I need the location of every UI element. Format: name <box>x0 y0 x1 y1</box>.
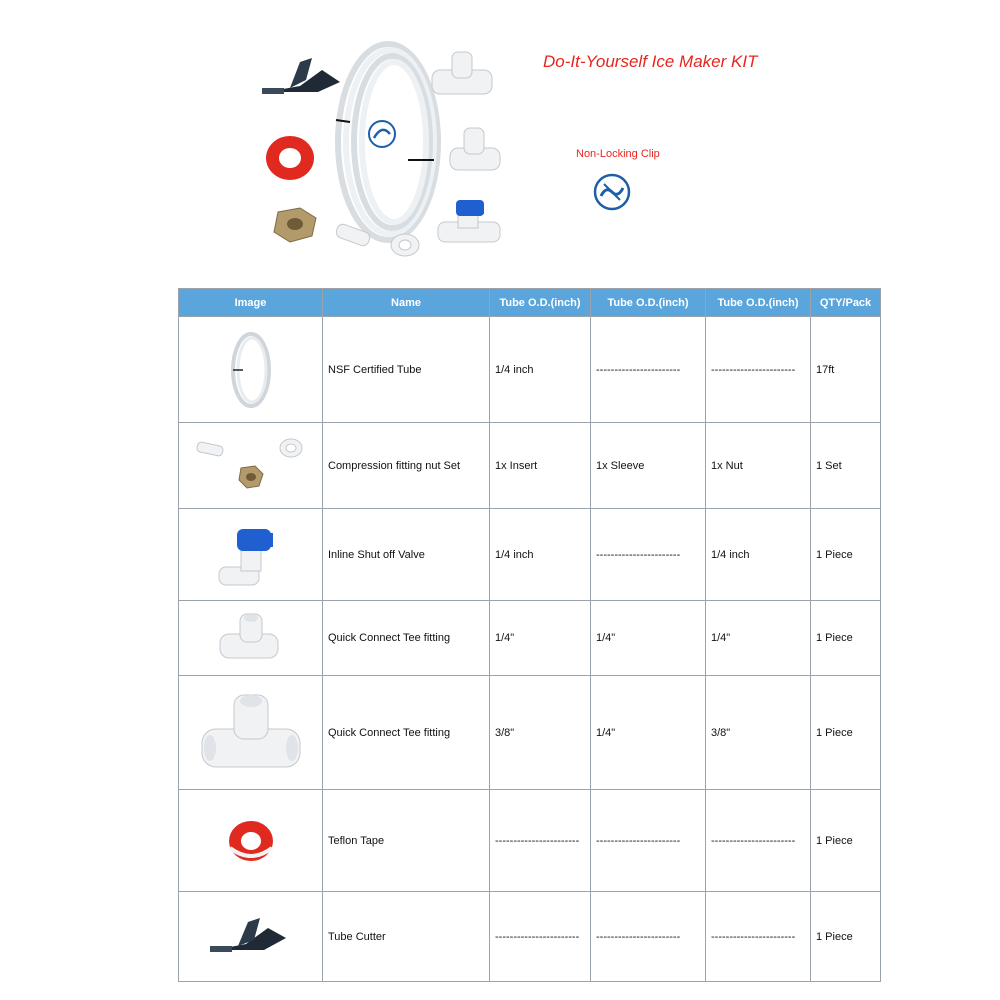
image-cell <box>179 676 323 790</box>
image-cell <box>179 423 323 509</box>
column-header-image: Image <box>179 289 323 317</box>
tube-od-3: ----------------------- <box>706 892 811 982</box>
sleeve-icon <box>391 234 419 256</box>
teflon-tape-icon <box>221 816 281 866</box>
tube-od-1: 1x Insert <box>490 423 591 509</box>
part-name: Teflon Tape <box>323 790 490 892</box>
table-row <box>179 601 881 676</box>
part-name: Inline Shut off Valve <box>323 509 490 601</box>
part-name: Tube Cutter <box>323 892 490 982</box>
tube-od-2: ----------------------- <box>591 892 706 982</box>
tube-od-1: ----------------------- <box>490 892 591 982</box>
qty-pack: 1 Piece <box>811 601 881 676</box>
kit-product-illustration <box>0 0 1000 280</box>
tube-od-2: ----------------------- <box>591 509 706 601</box>
qty-pack: 1 Piece <box>811 509 881 601</box>
tube-od-3: 1/4" <box>706 601 811 676</box>
table-row <box>179 676 881 790</box>
part-name: NSF Certified Tube <box>323 317 490 423</box>
tee-fitting-icon <box>216 608 286 668</box>
column-header-tube-od-3: Tube O.D.(inch) <box>706 289 811 317</box>
image-cell <box>179 601 323 676</box>
kit-hero <box>0 0 1000 280</box>
coil-clip-icon <box>369 121 395 147</box>
part-name: Quick Connect Tee fitting <box>323 676 490 790</box>
image-cell <box>179 790 323 892</box>
parts-table <box>178 288 881 982</box>
table-row <box>179 317 881 423</box>
tube-cutter-icon <box>262 58 340 94</box>
column-header-name: Name <box>323 289 490 317</box>
tube-od-3: ----------------------- <box>706 317 811 423</box>
tube-od-1: 1/4" <box>490 601 591 676</box>
image-cell <box>179 509 323 601</box>
image-cell <box>179 317 323 423</box>
qty-pack: 17ft <box>811 317 881 423</box>
part-name: Compression fitting nut Set <box>323 423 490 509</box>
column-header-tube-od-2: Tube O.D.(inch) <box>591 289 706 317</box>
tube-od-3: 1x Nut <box>706 423 811 509</box>
tube-od-1: 1/4 inch <box>490 317 591 423</box>
tube-od-2: ----------------------- <box>591 790 706 892</box>
tube-od-1: ----------------------- <box>490 790 591 892</box>
column-header-tube-od-1: Tube O.D.(inch) <box>490 289 591 317</box>
tube-od-1: 3/8" <box>490 676 591 790</box>
qty-pack: 1 Piece <box>811 790 881 892</box>
tube-od-3: 3/8" <box>706 676 811 790</box>
table-header-row <box>179 289 881 317</box>
qty-pack: 1 Piece <box>811 892 881 982</box>
compression-set-icon <box>181 426 321 506</box>
non-locking-clip-label: Non-Locking Clip <box>576 148 660 160</box>
tube-od-3: ----------------------- <box>706 790 811 892</box>
teflon-tape-icon <box>266 136 314 180</box>
tee-fitting-icon <box>432 52 492 94</box>
table-row <box>179 892 881 982</box>
tube-od-2: ----------------------- <box>591 317 706 423</box>
tee-fitting-icon <box>196 685 306 781</box>
tube-od-2: 1/4" <box>591 676 706 790</box>
qty-pack: 1 Piece <box>811 676 881 790</box>
kit-title: Do-It-Yourself Ice Maker KIT <box>543 52 758 71</box>
tee-fitting-icon <box>450 128 500 170</box>
table-row <box>179 423 881 509</box>
table-row <box>179 509 881 601</box>
tube-cutter-icon <box>206 912 296 962</box>
column-header-qty: QTY/Pack <box>811 289 881 317</box>
tube-od-1: 1/4 inch <box>490 509 591 601</box>
brass-nut-icon <box>274 208 316 242</box>
tube-od-3: 1/4 inch <box>706 509 811 601</box>
tube-od-2: 1/4" <box>591 601 706 676</box>
non-locking-clip-icon <box>592 172 632 212</box>
shutoff-valve-icon <box>438 200 500 242</box>
tube-od-2: 1x Sleeve <box>591 423 706 509</box>
shutoff-valve-icon <box>211 515 291 595</box>
qty-pack: 1 Set <box>811 423 881 509</box>
tube-coil-icon <box>221 330 281 410</box>
part-name: Quick Connect Tee fitting <box>323 601 490 676</box>
image-cell <box>179 892 323 982</box>
table-row <box>179 790 881 892</box>
